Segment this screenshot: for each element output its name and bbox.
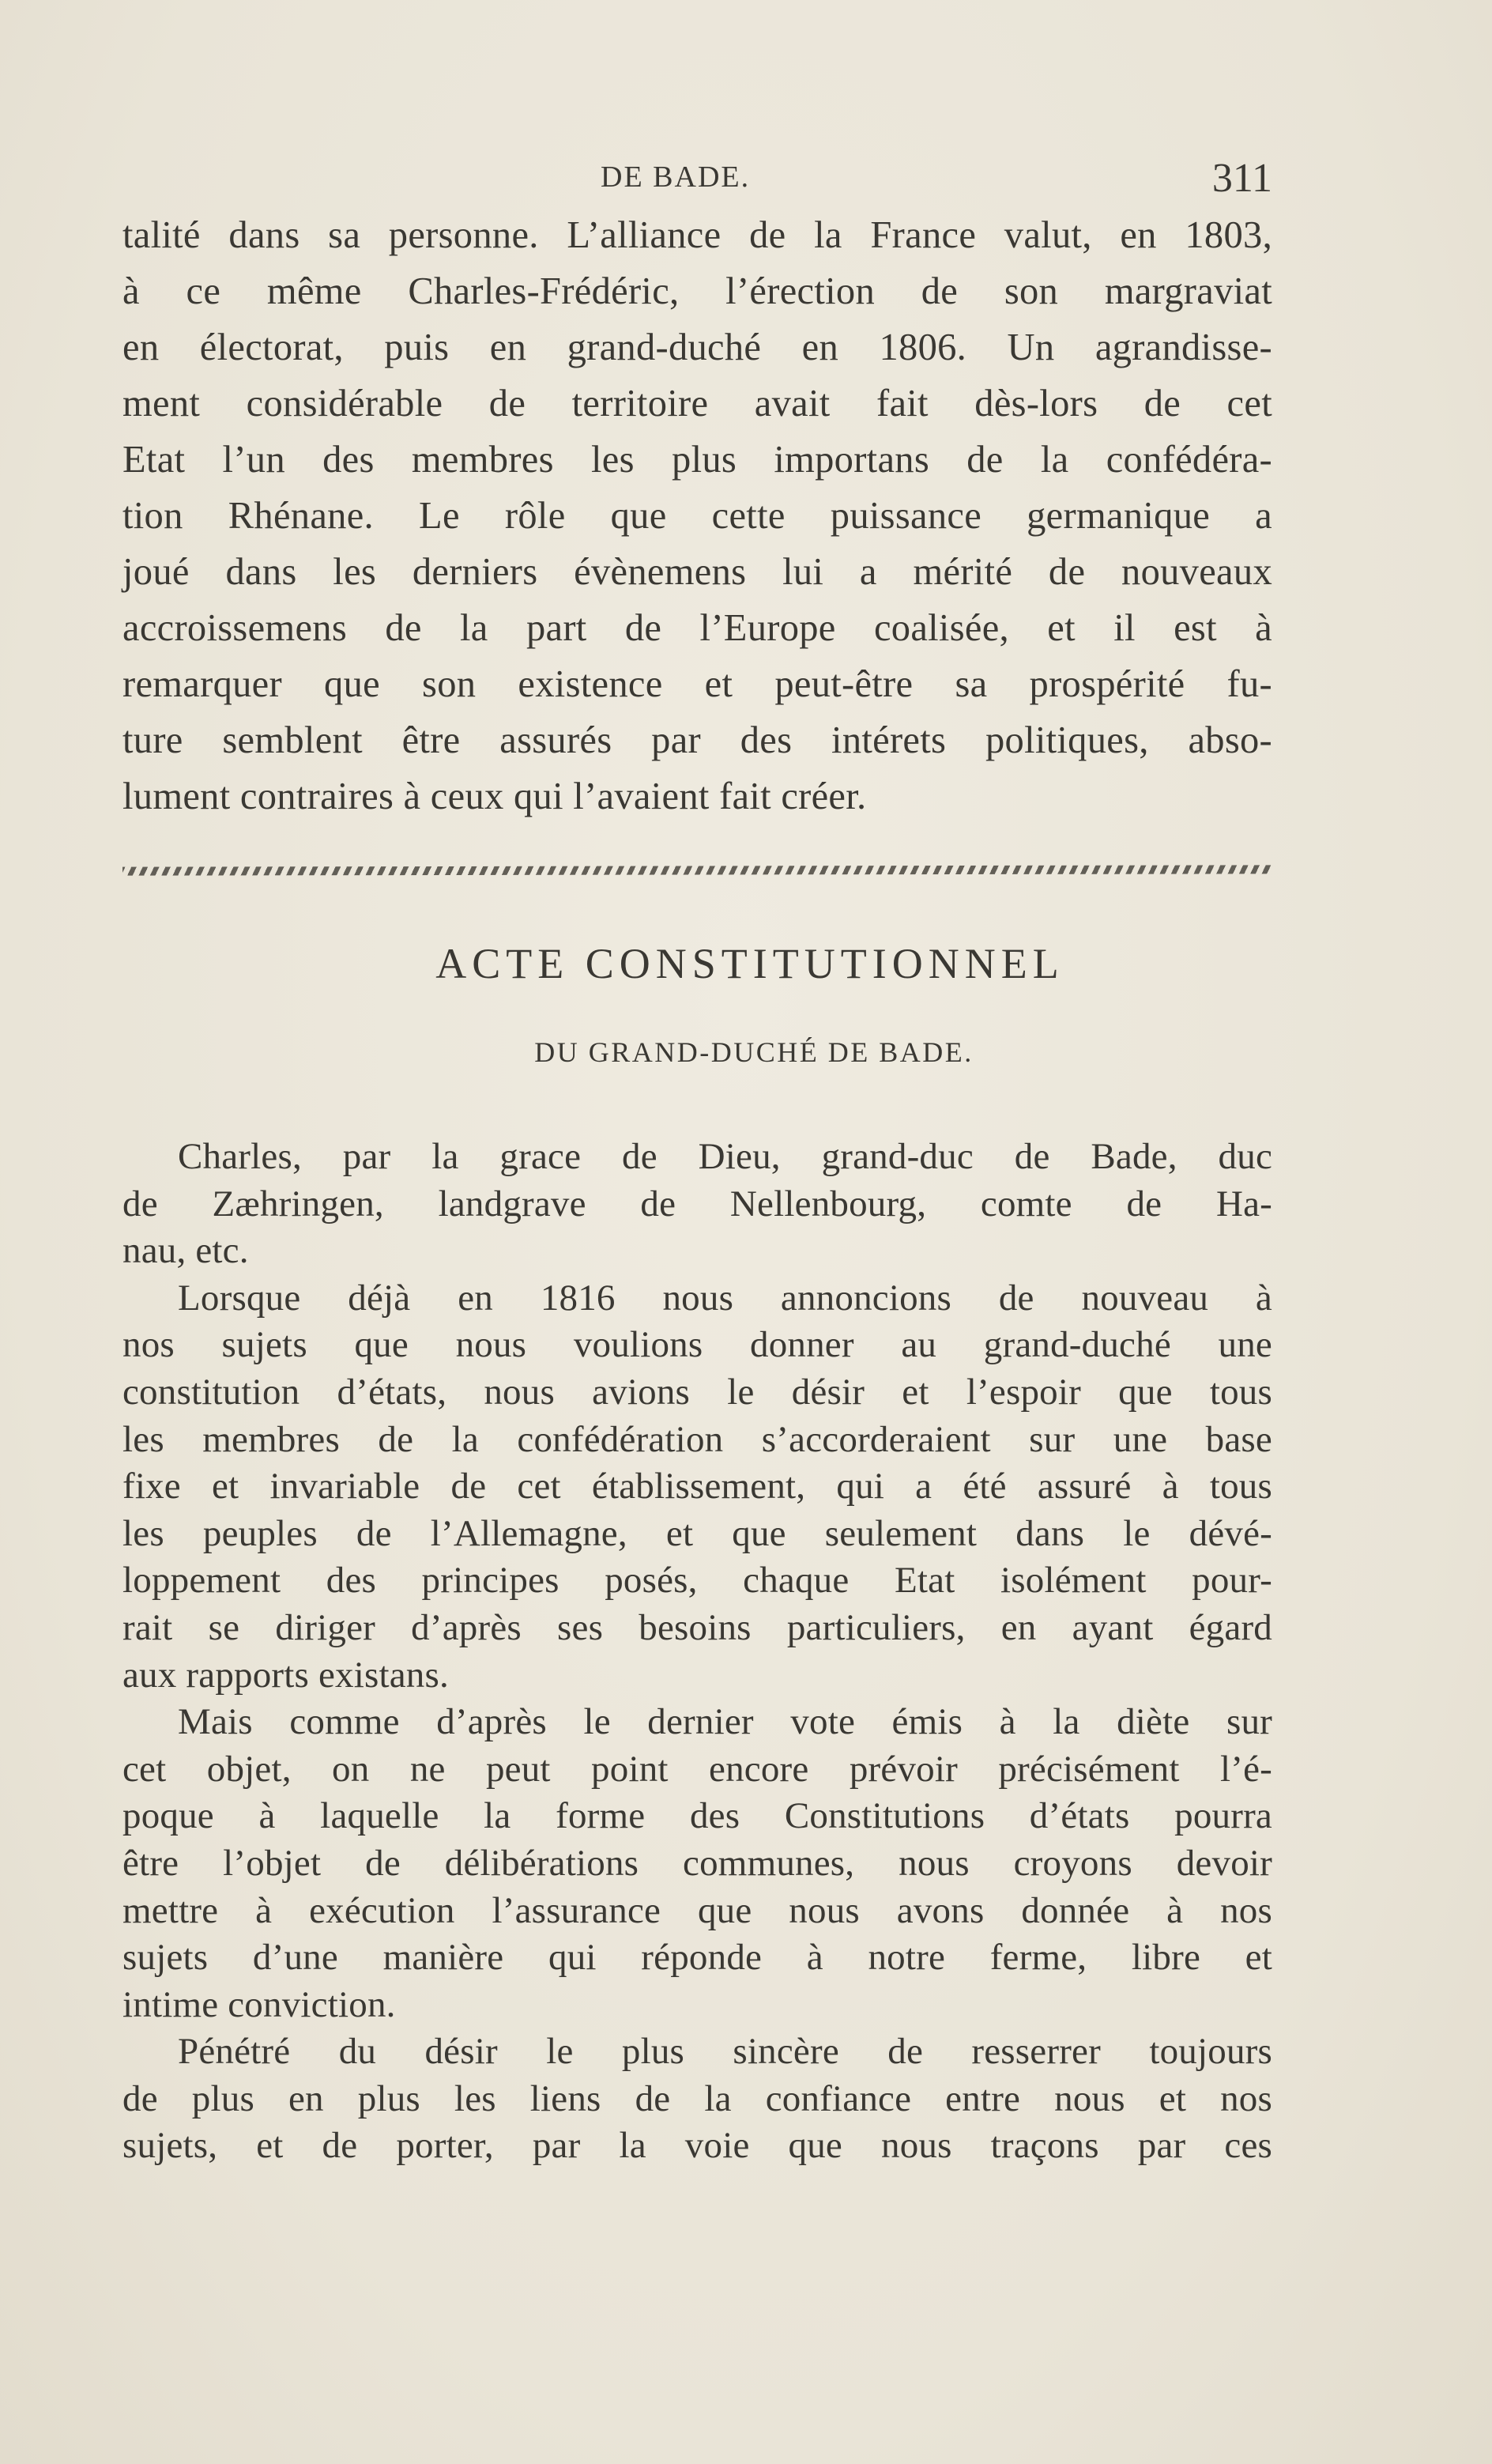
ornamental-divider xyxy=(122,862,1272,879)
text-line: loppement des principes posés, chaque Etat isolément pour- xyxy=(122,1560,1272,1602)
text-line: nau, etc. xyxy=(122,1230,249,1272)
text-line: être l’objet de délibérations communes, nous croyons devoir xyxy=(122,1842,1272,1884)
running-title: DE BADE. xyxy=(601,160,751,194)
text-line: ment considérable de territoire avait fait dès-lors de cet xyxy=(122,383,1272,425)
text-line: rait se diriger d’après ses besoins particuliers, en ayant égard xyxy=(122,1606,1272,1648)
text-line: intime conviction. xyxy=(122,1983,396,2025)
text-line: Charles, par la grace de Dieu, grand-duc de Bade, duc xyxy=(178,1136,1272,1177)
text-line: sujets d’une manière qui réponde à notre ferme, libre et xyxy=(122,1937,1272,1979)
body-text xyxy=(122,1134,1272,2170)
text-line: ture semblent être assurés par des intérets politiques, abso- xyxy=(122,719,1272,761)
text-line: poque à laquelle la forme des Constitutions d’états pourra xyxy=(122,1795,1272,1837)
text-line: remarquer que son existence et peut-être sa prospérité fu- xyxy=(122,663,1272,705)
text-line: Etat l’un des membres les plus importans de la confédéra- xyxy=(122,439,1272,481)
text-line: nos sujets que nous voulions donner au grand-duché une xyxy=(122,1324,1272,1366)
text-line: Lorsque déjà en 1816 nous annoncions de nouveau à xyxy=(178,1277,1272,1319)
text-line: joué dans les derniers évènemens lui a mérité de nouveaux xyxy=(122,551,1272,593)
text-line: lument contraires à ceux qui l’avaient fait créer. xyxy=(122,775,867,817)
text-line: de Zæhringen, landgrave de Nellenbourg, comte de Ha- xyxy=(122,1183,1272,1224)
running-head xyxy=(119,155,1272,202)
text-line: talité dans sa personne. L’alliance de la France valut, en 1803, xyxy=(122,214,1272,256)
page-number: 311 xyxy=(1211,156,1272,201)
text-line: fixe et invariable de cet établissement, qui a été assuré à tous xyxy=(122,1466,1272,1507)
section-subtitle: DU GRAND-DUCHÉ DE BADE. xyxy=(534,1036,974,1068)
text-line: constitution d’états, nous avions le désir et l’espoir que tous xyxy=(122,1371,1272,1413)
text-line: en électorat, puis en grand-duché en 1806. Un agrandisse- xyxy=(122,326,1272,368)
text-line: Pénétré du désir le plus sincère de resserrer toujours xyxy=(178,2031,1272,2073)
text-line: aux rapports existans. xyxy=(122,1654,449,1696)
text-line: de plus en plus les liens de la confiance entre nous et nos xyxy=(122,2077,1272,2119)
text-line: accroissemens de la part de l’Europe coalisée, et il est à xyxy=(122,607,1272,649)
text-line: Mais comme d’après le dernier vote émis à la diète sur xyxy=(178,1701,1272,1743)
text-line: à ce même Charles-Frédéric, l’érection de son margraviat xyxy=(122,270,1272,312)
text-line: cet objet, on ne peut point encore prévoir précisément l’é- xyxy=(122,1748,1272,1790)
section-title: ACTE CONSTITUTIONNEL xyxy=(435,940,1064,987)
text-line: sujets, et de porter, par la voie que nous traçons par ces xyxy=(122,2125,1272,2167)
top-paragraph xyxy=(122,207,1272,824)
text-line: les peuples de l’Allemagne, et que seulement dans le dévé- xyxy=(122,1512,1272,1554)
text-line: tion Rhénane. Le rôle que cette puissance germanique a xyxy=(122,495,1272,537)
text-line: les membres de la confédération s’accorderaient sur une base xyxy=(122,1418,1272,1460)
text-line: mettre à exécution l’assurance que nous avons donnée à nos xyxy=(122,1889,1272,1931)
